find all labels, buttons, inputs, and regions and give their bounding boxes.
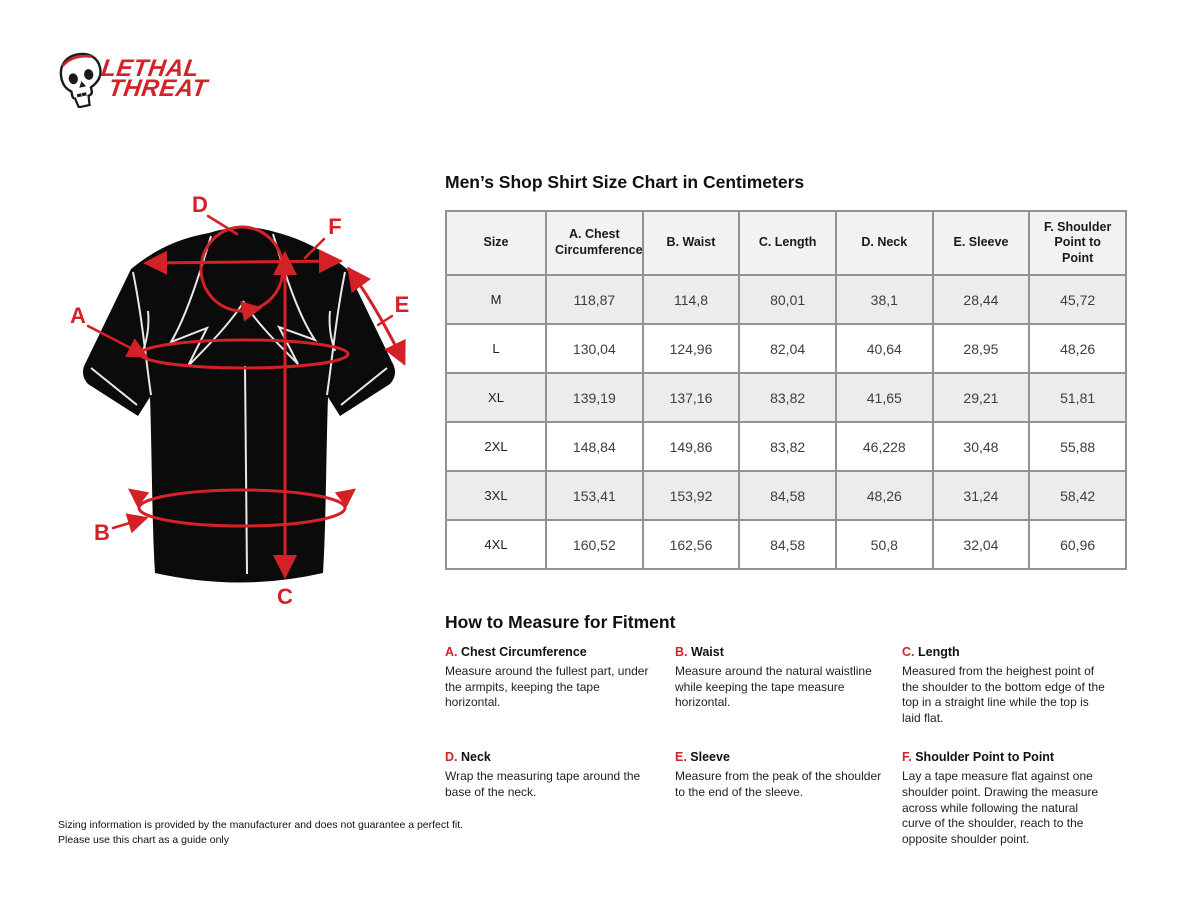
measure-text: Measure around the natural waistline while keeping the tape measure horizontal. [675,664,872,710]
measure-item-sleeve [675,750,902,847]
cell-size: M [446,275,546,324]
cell-waist: 137,16 [643,373,740,422]
cell-shoulder: 60,96 [1029,520,1126,569]
cell-chest: 118,87 [546,275,643,324]
measure-title: Length [917,645,960,659]
measure-text: Measure around the fullest part, under the armpits, keeping the tape horizontal. [445,664,649,710]
sizing-disclaimer [58,818,463,848]
label-c: C [277,584,293,609]
measure-grid [445,645,1127,847]
col-header-waist: B. Waist [643,211,740,275]
shirt-measurement-diagram [58,176,420,610]
cell-shoulder: 58,42 [1029,471,1126,520]
table-row [446,275,1126,324]
measure-letter: F. [902,750,912,765]
cell-waist: 162,56 [643,520,740,569]
measure-text: Wrap the measuring tape around the base of the neck. [445,769,641,799]
cell-waist: 153,92 [643,471,740,520]
measure-letter: B. [675,645,688,659]
table-header-row [446,211,1126,275]
how-to-measure-section [445,612,1127,847]
measure-title: Neck [460,750,491,765]
cell-length: 82,04 [739,324,836,373]
cell-shoulder: 55,88 [1029,422,1126,471]
cell-size: 4XL [446,520,546,569]
table-row [446,422,1126,471]
col-header-shoulder: F. Shoulder Point to Point [1029,211,1126,275]
measure-text: Measured from the heighest point of the shoulder to the bottom edge of the top in a straight line while the top is laid flat. [902,664,1105,725]
cell-waist: 124,96 [643,324,740,373]
brand-logo [56,50,209,108]
measure-title: Shoulder Point to Point [915,750,1055,765]
measure-text: Lay a tape measure flat against one shoulder point. Drawing the measure across while following the natural curve of the shoulder, reach to the opposite shoulder point. [902,769,1099,846]
cell-sleeve: 32,04 [933,520,1030,569]
cell-chest: 160,52 [546,520,643,569]
cell-size: XL [446,373,546,422]
measure-letter: A. [445,645,458,659]
cell-sleeve: 30,48 [933,422,1030,471]
measure-text: Measure from the peak of the shoulder to the end of the sleeve. [675,769,882,799]
cell-size: 2XL [446,422,546,471]
table-row [446,373,1126,422]
cell-size: 3XL [446,471,546,520]
cell-length: 84,58 [739,471,836,520]
cell-length: 80,01 [739,275,836,324]
table-row [446,520,1126,569]
cell-size: L [446,324,546,373]
how-to-measure-heading: How to Measure for Fitment [445,612,676,632]
cell-length: 83,82 [739,422,836,471]
col-header-length: C. Length [739,211,836,275]
col-header-neck: D. Neck [836,211,933,275]
table-row [446,324,1126,373]
cell-length: 84,58 [739,520,836,569]
label-d: D [192,192,208,217]
cell-sleeve: 31,24 [933,471,1030,520]
cell-neck: 48,26 [836,471,933,520]
cell-neck: 38,1 [836,275,933,324]
shirt-silhouette [83,227,395,582]
cell-shoulder: 48,26 [1029,324,1126,373]
cell-shoulder: 45,72 [1029,275,1126,324]
cell-neck: 41,65 [836,373,933,422]
table-row [446,471,1126,520]
cell-chest: 130,04 [546,324,643,373]
cell-neck: 50,8 [836,520,933,569]
disclaimer-line2: Please use this chart as a guide only [58,834,230,847]
measure-item-chest [445,645,675,726]
cell-sleeve: 28,95 [933,324,1030,373]
label-e: E [394,292,410,317]
cell-chest: 139,19 [546,373,643,422]
brand-wordmark [97,54,211,102]
brand-line1: LETHAL [99,54,202,82]
measure-item-length [902,645,1127,726]
page-title: Men’s Shop Shirt Size Chart in Centimeters [445,172,805,192]
label-a: A [70,303,86,328]
brand-line2: THREAT [106,75,210,102]
measure-letter: C. [902,645,915,659]
measure-item-neck [445,750,675,847]
measure-title: Chest Circumference [460,645,587,659]
disclaimer-line1: Sizing information is provided by the manufacturer and does not guarantee a perfect fit. [58,819,464,831]
measure-item-waist [675,645,902,726]
cell-chest: 148,84 [546,422,643,471]
content-column [445,172,1127,847]
col-header-sleeve: E. Sleeve [933,211,1030,275]
cell-length: 83,82 [739,373,836,422]
cell-waist: 114,8 [643,275,740,324]
cell-sleeve: 29,21 [933,373,1030,422]
col-header-size: Size [446,211,546,275]
cell-sleeve: 28,44 [933,275,1030,324]
cell-neck: 40,64 [836,324,933,373]
label-b: B [94,520,110,545]
col-header-chest: A. Chest Circumference [546,211,643,275]
label-f: F [328,214,342,239]
measure-title: Waist [690,645,724,659]
measure-title: Sleeve [690,750,730,765]
measure-letter: D. [445,750,458,765]
cell-shoulder: 51,81 [1029,373,1126,422]
cell-chest: 153,41 [546,471,643,520]
size-chart-table [445,210,1127,570]
cell-waist: 149,86 [643,422,740,471]
cell-neck: 46,228 [836,422,933,471]
measure-letter: E. [675,750,687,765]
measure-item-shoulder [902,750,1127,847]
